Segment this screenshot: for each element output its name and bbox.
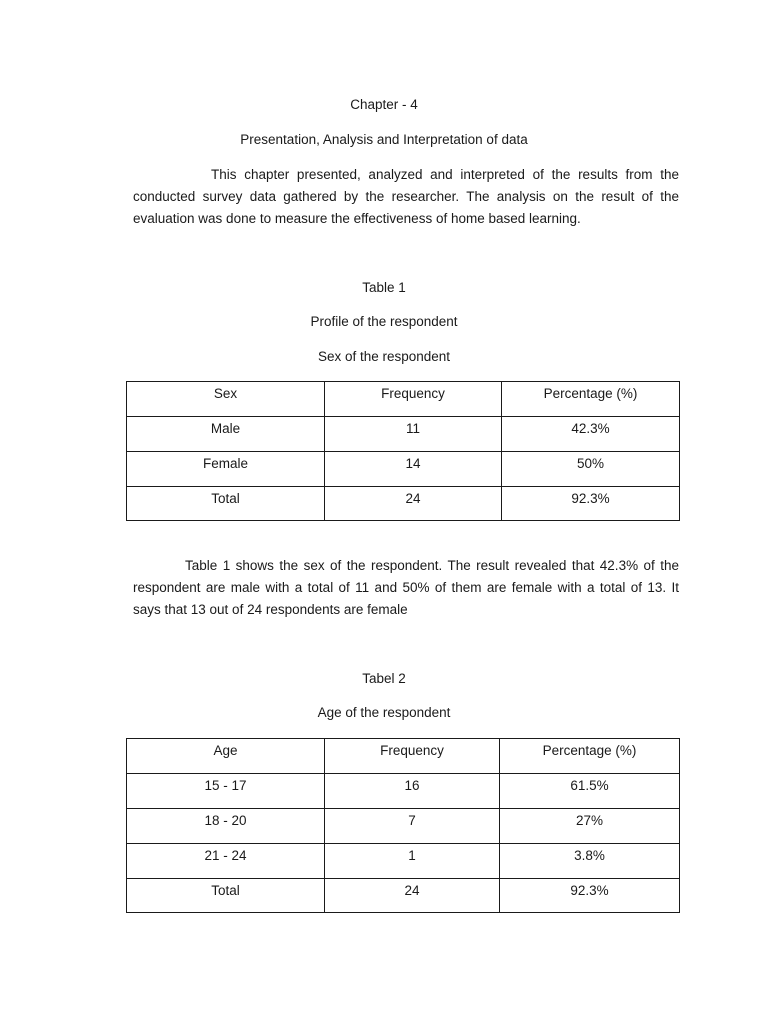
table-header-row xyxy=(127,382,680,417)
discussion-line: says that 13 out of 24 respondents are female xyxy=(133,602,408,617)
table2-title: Age of the respondent xyxy=(317,705,451,720)
table-age-of-respondent xyxy=(126,738,680,913)
intro-line: This chapter presented, analyzed and interpreted of the results from the xyxy=(211,167,679,182)
table-row xyxy=(127,452,680,487)
table-cell: 3.8% xyxy=(500,844,680,879)
table-cell: 42.3% xyxy=(502,417,680,452)
table-header-cell: Frequency xyxy=(325,739,500,774)
table-cell: 27% xyxy=(500,809,680,844)
table-row xyxy=(127,417,680,452)
intro-paragraph xyxy=(133,164,679,230)
table-row xyxy=(127,879,680,913)
table-row xyxy=(127,809,680,844)
table-cell: 50% xyxy=(502,452,680,487)
table-cell: Female xyxy=(127,452,325,487)
table-cell: Total xyxy=(127,879,325,913)
table-cell: 24 xyxy=(325,487,502,521)
table2-label: Tabel 2 xyxy=(362,671,406,686)
table-header-cell: Frequency xyxy=(325,382,502,417)
discussion-line: Table 1 shows the sex of the respondent. The result revealed that 42.3% of the xyxy=(185,558,679,573)
chapter-subtitle: Presentation, Analysis and Interpretation of data xyxy=(240,132,528,147)
table-header-cell: Percentage (%) xyxy=(500,739,680,774)
table-cell: 16 xyxy=(325,774,500,809)
table-cell: 11 xyxy=(325,417,502,452)
table-cell: 92.3% xyxy=(500,879,680,913)
table-row xyxy=(127,844,680,879)
chapter-title: Chapter - 4 xyxy=(350,97,418,112)
table-cell: 21 - 24 xyxy=(127,844,325,879)
table-cell: 7 xyxy=(325,809,500,844)
table-header-cell: Percentage (%) xyxy=(502,382,680,417)
table-cell: Male xyxy=(127,417,325,452)
table-header-row xyxy=(127,739,680,774)
table-cell: 14 xyxy=(325,452,502,487)
discussion-line: respondent are male with a total of 11 and 50% of them are female with a total of 13. It xyxy=(133,580,679,595)
table-header-cell: Age xyxy=(127,739,325,774)
table-cell: 1 xyxy=(325,844,500,879)
table1-subtitle: Sex of the respondent xyxy=(317,349,451,364)
table-cell: 18 - 20 xyxy=(127,809,325,844)
table-cell: Total xyxy=(127,487,325,521)
table-cell: 15 - 17 xyxy=(127,774,325,809)
table-row xyxy=(127,774,680,809)
table1-title: Profile of the respondent xyxy=(310,314,458,329)
table1-label: Table 1 xyxy=(362,280,406,295)
table-sex-of-respondent xyxy=(126,381,680,521)
table-cell: 92.3% xyxy=(502,487,680,521)
table-header-cell: Sex xyxy=(127,382,325,417)
intro-line: evaluation was done to measure the effectiveness of home based learning. xyxy=(133,211,581,226)
table-row xyxy=(127,487,680,521)
table1-discussion-paragraph xyxy=(133,555,679,621)
table-cell: 61.5% xyxy=(500,774,680,809)
table-cell: 24 xyxy=(325,879,500,913)
intro-line: conducted survey data gathered by the researcher. The analysis on the result of the xyxy=(133,189,679,204)
